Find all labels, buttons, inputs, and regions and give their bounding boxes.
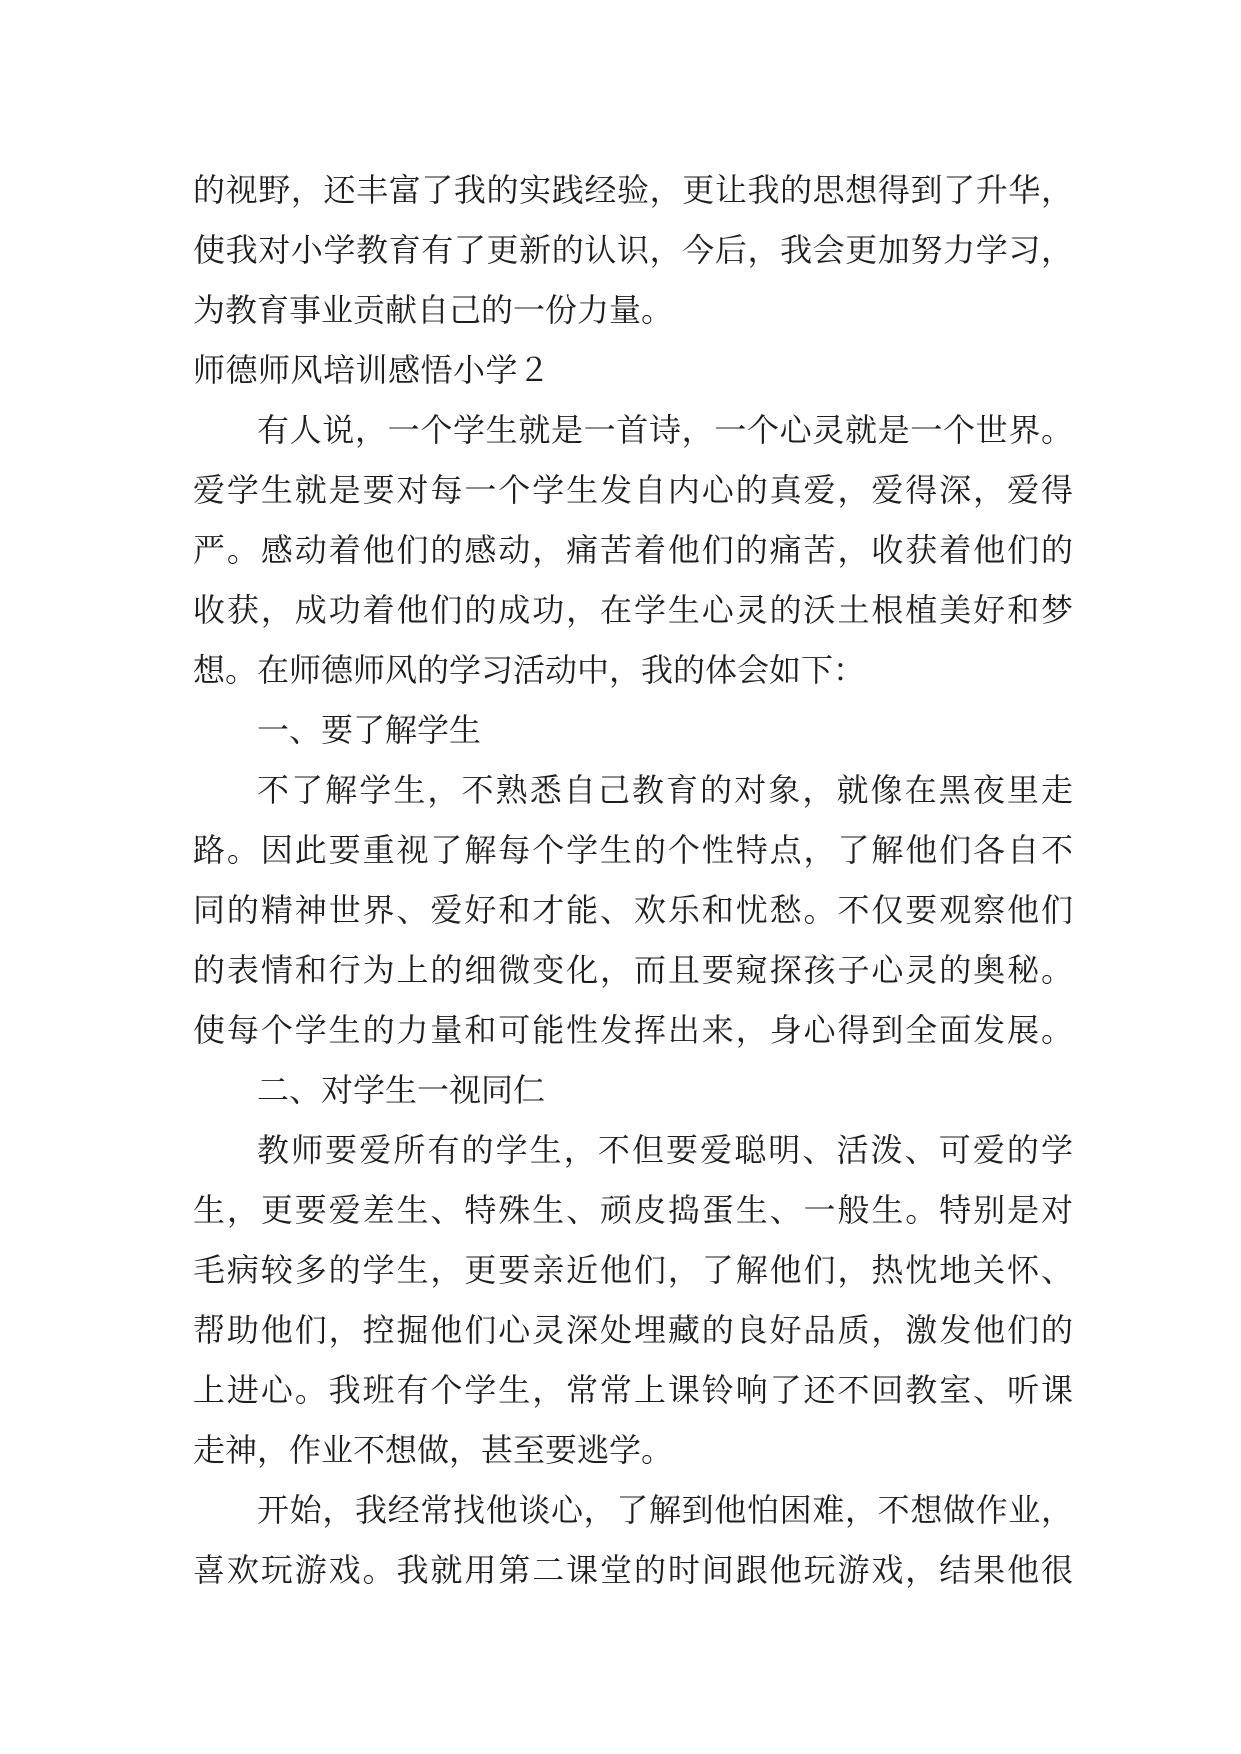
paragraph-line: 上进心。我班有个学生，常常上课铃响了还不回教室、听课: [193, 1371, 1073, 1409]
paragraph-line: 想。在师德师风的学习活动中，我的体会如下：: [193, 651, 866, 689]
document-body: [193, 160, 1073, 1600]
paragraph-line: 的表情和行为上的细微变化，而且要窥探孩子心灵的奥秘。: [193, 951, 1073, 989]
paragraph-line: 开始，我经常找他谈心，了解到他怕困难，不想做作业，: [257, 1491, 1073, 1529]
subheading: 二、对学生一视同仁: [257, 1071, 546, 1109]
paragraph-line: 走神，作业不想做，甚至要逃学。: [193, 1431, 674, 1469]
paragraph-line: 帮助他们，控掘他们心灵深处埋藏的良好品质，激发他们的: [193, 1311, 1073, 1349]
paragraph-line: 使每个学生的力量和可能性发挥出来，身心得到全面发展。: [193, 1011, 1073, 1049]
paragraph-line: 使我对小学教育有了更新的认识，今后，我会更加努力学习，: [193, 231, 1073, 269]
paragraph-line: 为教育事业贡献自己的一份力量。: [193, 291, 674, 329]
paragraph-line: 毛病较多的学生，更要亲近他们，了解他们，热忱地关怀、: [193, 1251, 1073, 1289]
paragraph-line: 教师要爱所有的学生，不但要爱聪明、活泼、可爱的学: [257, 1131, 1073, 1169]
paragraph-line: 路。因此要重视了解每个学生的个性特点，了解他们各自不: [193, 831, 1073, 869]
subheading: 一、要了解学生: [257, 711, 482, 749]
paragraph-line: 严。感动着他们的感动，痛苦着他们的痛苦，收获着他们的: [193, 531, 1073, 569]
paragraph-line: 生，更要爱差生、特殊生、顽皮捣蛋生、一般生。特别是对: [193, 1191, 1073, 1229]
paragraph-line: 爱学生就是要对每一个学生发自内心的真爱，爱得深，爱得: [193, 471, 1073, 509]
paragraph-line: 不了解学生，不熟悉自己教育的对象，就像在黑夜里走: [257, 771, 1073, 809]
paragraph-line: 同的精神世界、爱好和才能、欢乐和忧愁。不仅要观察他们: [193, 891, 1073, 929]
paragraph-line: 喜欢玩游戏。我就用第二课堂的时间跟他玩游戏，结果他很: [193, 1551, 1073, 1589]
paragraph-line: 有人说，一个学生就是一首诗，一个心灵就是一个世界。: [257, 411, 1073, 449]
paragraph-line: 的视野，还丰富了我的实践经验，更让我的思想得到了升华，: [193, 171, 1073, 209]
paragraph-line: 收获，成功着他们的成功，在学生心灵的沃土根植美好和梦: [193, 591, 1073, 629]
section-title: 师德师风培训感悟小学２: [193, 351, 551, 389]
